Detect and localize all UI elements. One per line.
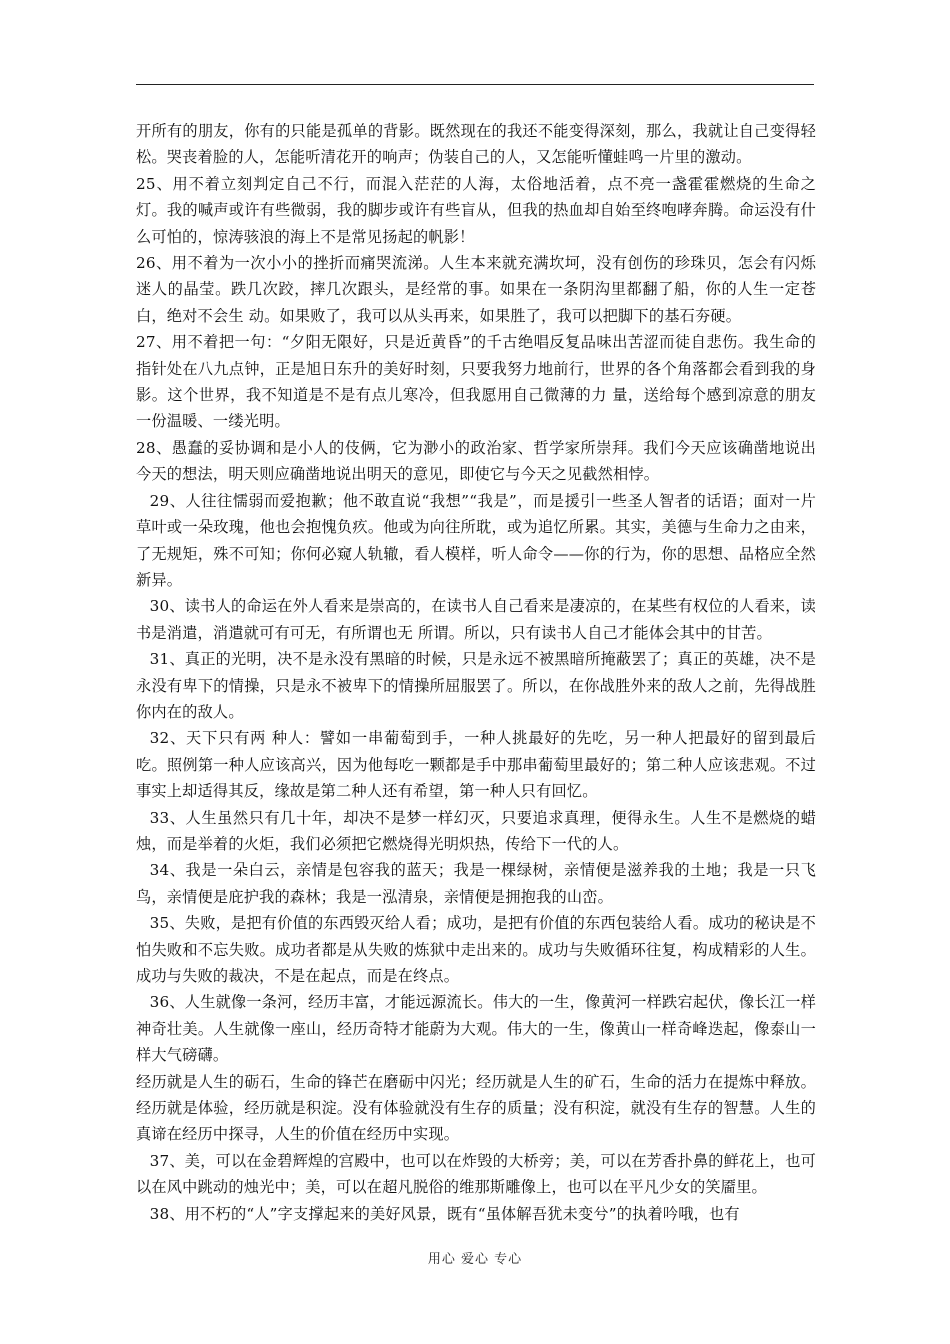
paragraph-continued: 开所有的朋友，你有的只能是孤单的背影。既然现在的我还不能变得深刻，那么，我就让自己变得轻松。哭丧着脸的人，怎能听清花开的响声；伪装自己的人，又怎能听懂蛙鸣一片里的激动。 — [136, 122, 816, 167]
paragraph-25: 25、用不着立刻判定自己不行，而混入茫茫的人海，太俗地活着，点不亮一盏霍霍燃烧的生命之灯。我的喊声或许有些微弱，我的脚步或许有些盲从，但我的热血却自始至终咆哮奔腾。命运没有什么可怕的，惊涛骇浪的海上不是常见扬起的帆影！ — [136, 174, 816, 246]
paragraph-32: 32、天下只有两 种人：譬如一串葡萄到手，一种人挑最好的先吃，另一种人把最好的留到最后吃。照例第一种人应该高兴，因为他每吃一颗都是手中那串葡萄里最好的；第二种人应该悲观。不过事实上却适得其反，缘故是第二种人还有希望，第一种人只有回忆。 — [136, 729, 816, 801]
paragraph-28: 28、愚蠢的妥协调和是小人的伎俩，它为渺小的政治家、哲学家所崇拜。我们今天应该确凿地说出今天的想法，明天则应确凿地说出明天的意见，即使它与今天之见截然相悖。 — [136, 438, 816, 484]
paragraph-37: 37、美，可以在金碧辉煌的宫殿中，也可以在炸毁的大桥旁；美，可以在芳香扑鼻的鲜花上，也可以在风中跳动的烛光中；美，可以在超凡脱俗的维那斯雕像上，也可以在平凡少女的笑靥里。 — [136, 1151, 816, 1197]
paragraph-33: 33、人生虽然只有几十年，却决不是梦一样幻灭，只要追求真理，便得永生。人生不是燃烧的蜡烛，而是举着的火炬，我们必须把它燃烧得光明炽热，传给下一代的人。 — [136, 808, 816, 853]
paragraph-35: 35、失败，是把有价值的东西毁灭给人看；成功，是把有价值的东西包装给人看。成功的秘诀是不怕失败和不忘失败。成功者都是从失败的炼狱中走出来的。成功与失败循环往复，构成精彩的人生。成功与失败的裁决，不是在起点，而是在终点。 — [136, 914, 816, 985]
header-rule — [136, 84, 814, 85]
paragraph-26: 26、用不着为一次小小的挫折而痛哭流涕。人生本来就充满坎坷，没有创伤的珍珠贝，怎会有闪烁迷人的晶莹。跌几次跤，摔几次跟头，是经常的事。如果在一条阴沟里都翻了船，你的人生一定苍白，绝对不会生 动。如果败了，我可以从头再来，如果胜了，我可以把脚下的基石夯硬。 — [136, 254, 816, 325]
document-body — [136, 118, 816, 1227]
paragraph-27: 27、用不着把一句：“夕阳无限好，只是近黄昏”的千古绝唱反复品味出苦涩而徒自悲伤。我生命的指针处在八九点钟，正是旭日东升的美好时刻，只要我努力地前行，世界的各个角落都会看到我的身影。这个世界，我不知道是不是有点儿寒冷，但我愿用自己微薄的力 量，送给每个感到凉意的朋友一份温暖、一缕光明。 — [136, 333, 816, 431]
page-footer: 用心 爱心 专心 — [427, 1252, 523, 1267]
paragraph-34: 34、我是一朵白云，亲情是包容我的蓝天；我是一棵绿树，亲情便是滋养我的土地；我是一只飞鸟，亲情便是庇护我的森林；我是一泓清泉，亲情便是拥抱我的山峦。 — [136, 861, 816, 906]
paragraph-31: 31、真正的光明，决不是永没有黑暗的时候，只是永远不被黑暗所掩蔽罢了；真正的英雄，决不是永没有卑下的情操，只是永不被卑下的情操所屈服罢了。所以，在你战胜外来的敌人之前，先得战胜你内在的敌人。 — [136, 650, 816, 721]
paragraph-29: 29、人往往懦弱而爱抱歉；他不敢直说“我想”“我是”，而是援引一些圣人智者的话语；面对一片草叶或一朵玫瑰，他也会抱愧负疚。他或为向往所耽，或为追忆所累。其实，美德与生命力之由来，了无规矩，殊不可知；你何必窥人轨辙，看人模样，听人命令——你的行为，你的思想、品格应全然新异。 — [136, 491, 816, 589]
paragraph-36: 36、人生就像一条河，经历丰富，才能远源流长。伟大的一生，像黄河一样跌宕起伏，像长江一样神奇壮美。人生就像一座山，经历奇特才能蔚为大观。伟大的一生，像黄山一样奇峰迭起，像泰山一样大气磅礴。 — [136, 993, 816, 1065]
paragraph-30: 30、读书人的命运在外人看来是崇高的，在读书人自己看来是凄凉的，在某些有权位的人看来，读书是消遣，消遣就可有可无，有所谓也无 所谓。所以，只有读书人自己才能体会其中的甘苦。 — [136, 597, 816, 642]
paragraph-36-continued: 经历就是人生的砺石，生命的锋芒在磨砺中闪光；经历就是人生的矿石，生命的活力在提炼中释放。经历就是体验，经历就是积淀。没有体验就没有生存的质量；没有积淀，就没有生存的智慧。人生的真谛在经历中探寻，人生的价值在经历中实现。 — [136, 1072, 816, 1144]
paragraph-38: 38、用不朽的“人”字支撑起来的美好风景，既有“虽体解吾犹未变兮”的执着吟哦，也有 — [149, 1204, 740, 1223]
